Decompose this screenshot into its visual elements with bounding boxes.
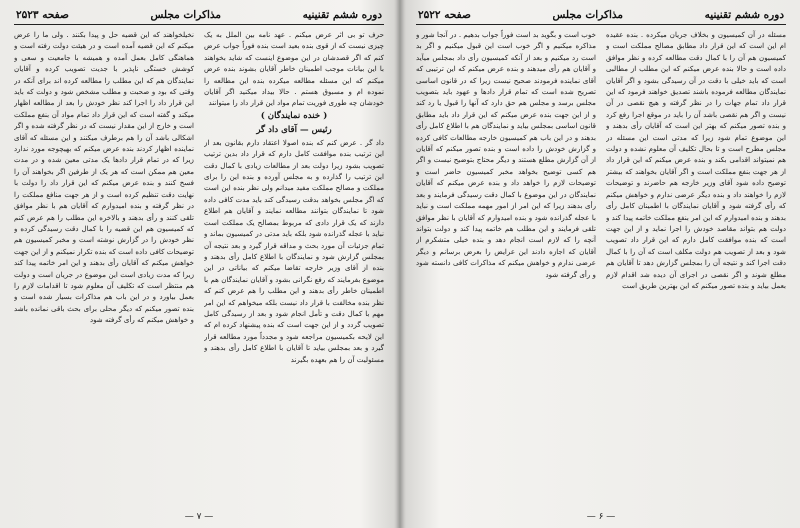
book-gutter [394, 0, 406, 528]
right-page-header [416, 6, 786, 25]
left-page-column-right [204, 29, 384, 509]
right-header-session: دوره ششم تقنینیه [704, 9, 784, 21]
left-header-session: دوره ششم تقنینیه [302, 9, 382, 21]
left-page-number: — ۷ — [184, 512, 214, 522]
speaker-heading: رئیس — آقای داد گر [256, 124, 332, 135]
left-page [8, 6, 390, 522]
paragraph: نخیلخواهند که این قضیه حل و پیدا بکنند . ولی ما را عرض میکنم که این قضیه آمده است و در هیئت دولت رفته است و هماهنگی کامل بعمل آمده و همیشه با جامعیت و سعی و کوشش خستگی ناپذیر با جدیت تصویب کرده و آقایان نمایندگان هم که این مطلب را مطالعه کرده اند برای آنکه در وقتی که بود و صحبت و مطلب مشخص شود و دولت که باید این قرار داد را اجرا کند نظر خودش را بعد از مطالعه اظهار میکند و گفته است که این قرار داد تمام مواد آن بنفع مملکت است و خارج از این مقدار نیست که در نظر گرفته شده و اگر اشکالی باشد آن را هم برطرف میکنند و این مسئله که آقای نماینده اظهار کردند بنده عرض میکنم که بهیچوجه مورد ندارد زیرا که در تمام قرار دادها یک مدتی معین شده و در مدت معین هم ممکن است که هر یک از طرفین اگر بخواهند آن را فسخ کنند و بنده عرض میکنم که این قرار داد را دولت با نهایت دقت تنظیم کرده است و از هر جهت منافع مملکت را در نظر گرفته و بنده امیدوارم که آقایان هم با نظر موافق تلقی کنند و رأی بدهند و بالاخره این مطلب را هم عرض کنم که کمیسیون هم این قضیه را با کمال دقت رسیدگی کرده و نظر خودش را در گزارش نوشته است و مخبر کمیسیون هم توضیحات کافی داده است که بنده تکرار نمیکنم و از این جهت خواهش میکنم که آقایان رأی بدهند و این امر خاتمه پیدا کند زیرا که مدت زیادی است این موضوع در جریان است و دولت هم منتظر است که تکلیف آن معلوم شود تا اقدامات لازم را بعمل بیاورد و در این باب هم مذاکرات بسیار شده است و بنده تصور میکنم که دیگر محلی برای بحث باقی نمانده باشد و خواهش میکنم که رأی گرفته شود [14, 30, 194, 325]
left-page-columns [14, 29, 384, 509]
paragraph: مسئله در آن کمیسیون و بخلاف جریان میکرده . بنده عقیده ام این است که این قرار داد مطابق مصالح مملکت است و کمیسیون هم آن را با کمال دقت مطالعه کرده و نظر موافق داده است و حالا بنده عرض میکنم که این مطلب از مطالبی است که باید خیلی با دقت در آن رسیدگی بشود و اگر آقایان نمایندگان مطالعه فرموده باشند تصدیق خواهند فرمود که این قرار داد تمام جهات را در نظر گرفته و هیچ نقصی در آن نیست و اگر هم نقصی باشد آن را باید در موقع اجرا رفع کرد و بنده تصور میکنم که بهتر این است که آقایان رأی بدهند و این موضوع تمام شود زیرا که مدتی است این مسئله در مجلس مطرح است و تا بحال تکلیف آن معلوم نشده و دولت هم نمیتواند اقدامی بکند و بنده عرض میکنم که این قرار داد از هر جهت بنفع مملکت است و اگر آقایان بخواهند که بیشتر توضیح داده شود آقای وزیر خارجه هم حاضرند و توضیحات لازم را خواهند داد و بنده دیگر عرضی ندارم و خواهش میکنم که رأی گرفته شود و آقایان نمایندگان با اطمینان کامل رأی بدهند و بنده امیدوارم که این امر بنفع مملکت خاتمه پیدا کند و دولت هم بتواند مقاصد خودش را اجرا نماید و از این جهت است که بنده موافقت کامل دارم که این قرار داد تصویب شود و بعد از تصویب هم دولت مکلف است که آن را با کمال دقت اجرا کند و نتیجه آن را بمجلس گزارش دهد تا آقایان هم مطلع شوند و اگر نقصی در اجرای آن دیده شد اقدام لازم بعمل بیاید و بنده تصور میکنم که این بهترین طریق است [606, 30, 786, 290]
right-header-title: مذاکرات مجلس [552, 9, 624, 21]
left-page-column-left [14, 29, 194, 509]
right-page-column-right [606, 29, 786, 509]
left-header-page: صفحه ۲۵۲۳ [16, 9, 69, 21]
right-header-page: صفحه ۲۵۲۲ [418, 9, 471, 21]
right-page [410, 6, 792, 522]
paragraph: داد گر . عرض کنم که بنده اصولا اعتقاد دارم بقانون بعد از این ترتیب بنده موافقت کامل دارم که قرار داد بدین ترتیب تصویب بشود زیرا دولت بعد از مطالعات زیادی با کمال دقت این ترتیب را گذارده و به مجلس آورده و بنده این را برای مملکت و مصالح مملکت مفید میدانم ولی نظر بنده این است که اگر مجلس بخواهد بدقت رسیدگی کند باید مدت کافی داده شود تا نمایندگان بتوانند مطالعه نمایند و آقایان هم اطلاع دارند که یک قرار دادی که مربوط بمصالح یک مملکت است نباید با عجله گذرانده شود بلکه باید مدتی در کمیسیون بماند و تمام جزئیات آن مورد بحث و مداقه قرار گیرد و بعد نتیجه آن بمجلس گزارش شود و نمایندگان با اطلاع کامل رأی بدهند و بنده از آقای وزیر خارجه تقاضا میکنم که بیاناتی در این موضوع بفرمایند که رفع نگرانی بشود و آقایان نمایندگان هم با اطمینان خاطر رأی بدهند و این مطلب را هم عرض کنم که نظر بنده مخالفت با قرار داد نیست بلکه میخواهم که این امر مهم با کمال دقت و تأمل انجام شود و بعد از رسیدگی کامل تصویب گردد و از این جهت است که بنده پیشنهاد کرده ام که این لایحه بکمیسیون مراجعه شود و مجدداً مورد مطالعه قرار گیرد و بعد بمجلس بیاید تا آقایان با اطلاع کامل رأی بدهند و مسئولیت آن را هم بعهده بگیرند [204, 137, 384, 364]
left-header-title: مذاکرات مجلس [150, 9, 222, 21]
left-page-header [14, 6, 384, 25]
paragraph: خوب است و بگوید بد است فوراً جواب بدهیم . در آنجا شور و مذاکره میکنیم و اگر خوب است این قبول میکنیم و اگر بد است رد میکنیم و بعد از آنکه کمیسیون رأی داد بمجلس میآید و آقایان هم رأی میدهند و بنده عرض میکنم که این ترتیبی که آقای نماینده فرمودند صحیح نیست زیرا که در قانون اساسی تصریح شده است که تمام قرار دادها و عهود باید بتصویب مجلس برسد و مجلس هم حق دارد که آنها را قبول یا رد کند و از این جهت بنده عرض میکنم که این قرار داد باید مطابق قانون اساسی بمجلس بیاید و نمایندگان هم با اطلاع کامل رأی بدهند و در این باب هم کمیسیون خارجه مطالعات کافی کرده و گزارش خودش را داده است و بنده تصور میکنم که آقایان از آن گزارش مطلع هستند و دیگر محتاج بتوضیح نیست و اگر هم کسی توضیح بخواهد مخبر کمیسیون حاضر است و توضیحات لازم را خواهد داد و بنده عرض میکنم که آقایان نمایندگان در این موضوع با کمال دقت رسیدگی فرمایند و بعد رأی بدهند زیرا که این امر از امور مهمه مملکت است و نباید با عجله گذرانده شود و بنده امیدوارم که آقایان با نظر موافق تلقی فرمایند و این مطلب هم خاتمه پیدا کند و دولت بتواند آنچه را که لازم است انجام دهد و بنده خیلی متشکرم از آقایان که اجازه دادند این عرایض را بعرض برسانم و دیگر عرضی ندارم و خواهش میکنم که مذاکرات کافی دانسته شود و رأی گرفته شود [416, 30, 596, 279]
paragraph: حرف تو بی اثر عرض میکنم . عهد نامه بین الملل به یک چیزی نیست که از قوی بنده بعید است بنده فوراً جواب عرض کنم که اگر قصدشان در این موضوع اینست که شاید بخواهند با این بیانات موجب اطمینان خاطر آقایان بشوند بنده عرض میکنم که این مسئله مطالعه میکرده بنده این مطالعه را نموده ام و مسبوق هستم . حالا بیداد میکنید اگر آقایان خودشان چه طوری فوریت تمام مواد این قرار داد را میتوانند [204, 30, 384, 108]
right-page-columns [416, 29, 786, 509]
right-page-column-left [416, 29, 596, 509]
right-page-number: — ۶ — [586, 512, 616, 522]
laughter-note: ( خنده نمایندگان ) [260, 110, 328, 121]
